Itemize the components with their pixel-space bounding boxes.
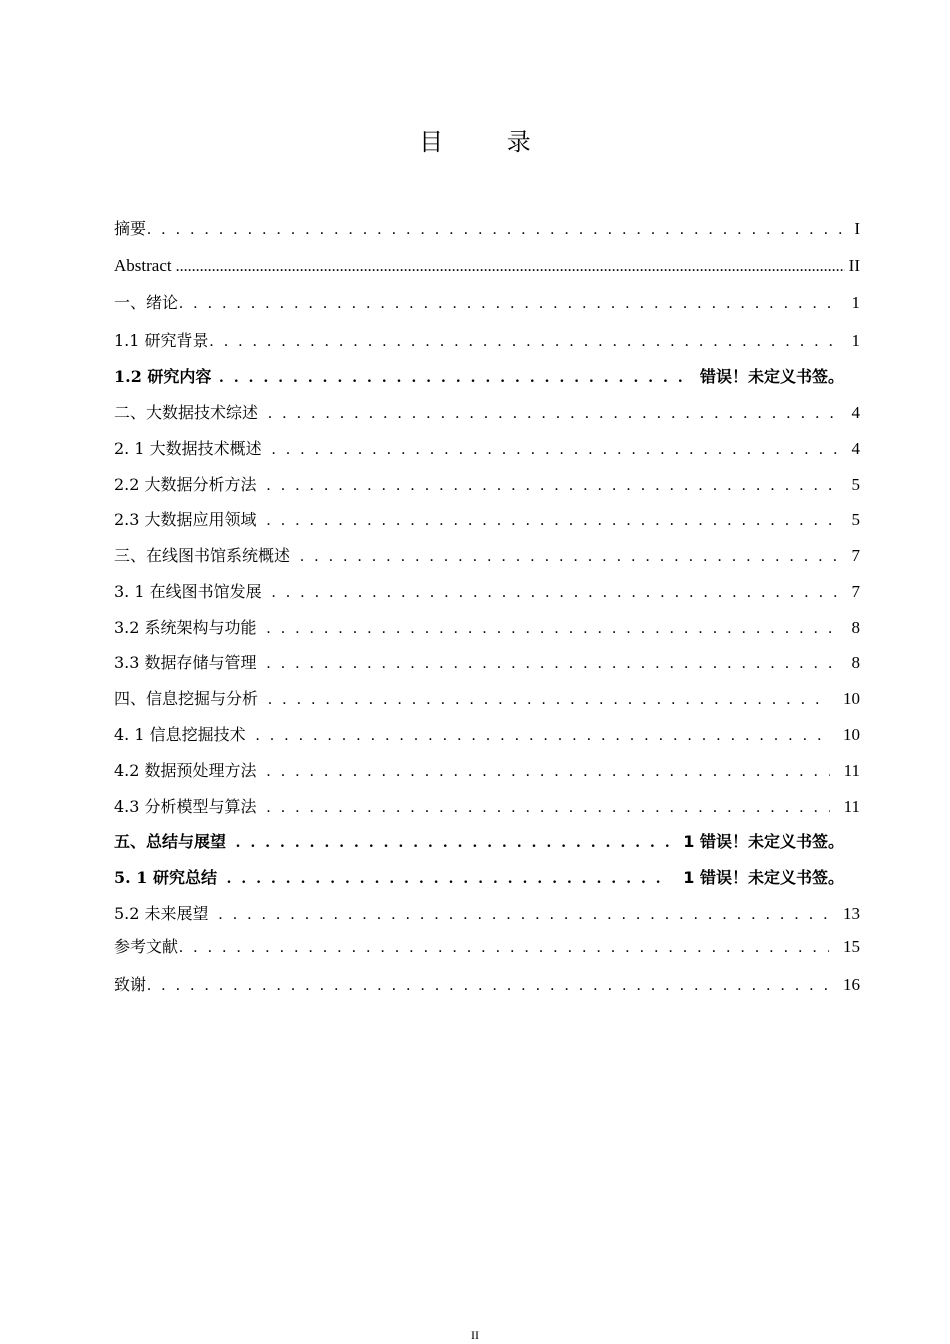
toc-entry-abstract-cn[interactable] — [114, 216, 860, 242]
toc-entry-2-1[interactable] — [114, 436, 860, 462]
toc-leader-dots — [147, 221, 850, 239]
toc-leader-dots — [236, 834, 671, 852]
toc-entry-label: 1.1 研究背景 — [114, 331, 209, 350]
toc-entry-label: 2.3 大数据应用领域 — [114, 510, 257, 529]
toc-leader-dots — [219, 906, 829, 924]
toc-entry-3-2[interactable] — [114, 615, 860, 641]
toc-leader-dots — [268, 691, 829, 709]
toc-leader-dots — [147, 977, 829, 995]
toc-entry-label: 一、绪论 — [114, 293, 179, 312]
toc-leader-dots — [267, 620, 838, 638]
toc-entry-page: 10 — [843, 725, 860, 744]
toc-entry-chapter-1[interactable] — [114, 290, 860, 316]
toc-leader-dots — [256, 727, 829, 745]
toc-entry-label: 三、在线图书馆系统概述 — [114, 546, 291, 565]
toc-entry-label: 4. 1 信息挖掘技术 — [114, 725, 246, 744]
toc-leader-dots — [267, 655, 838, 673]
toc-leader-dots — [176, 258, 845, 276]
toc-entry-page: 10 — [843, 689, 860, 708]
toc-entry-page: 13 — [843, 904, 860, 923]
toc-leader-dots — [272, 441, 838, 459]
toc-entry-label: 3.2 系统架构与功能 — [114, 618, 257, 637]
toc-entry-label: 五、总结与展望 — [114, 832, 227, 851]
toc-entry-page: 8 — [851, 653, 860, 672]
toc-entry-1-1[interactable] — [114, 328, 860, 354]
toc-entry-label: 5.2 未来展望 — [114, 904, 209, 923]
toc-leader-dots — [268, 405, 837, 423]
footer-page-number: II — [471, 1328, 479, 1342]
toc-leader-dots — [267, 763, 830, 781]
toc-leader-dots — [219, 369, 690, 387]
toc-entry-5-2[interactable] — [114, 901, 860, 927]
toc-entry-label: 摘要 — [114, 219, 147, 238]
toc-entry-page: 11 — [843, 797, 860, 816]
toc-entry-abstract-en[interactable] — [114, 256, 860, 282]
toc-entry-chapter-5[interactable] — [114, 829, 860, 855]
toc-entry-page: 15 — [843, 937, 860, 956]
toc-entry-page: 7 — [851, 546, 860, 565]
toc-entry-label: 参考文献 — [114, 937, 179, 956]
toc-entry-4-2[interactable] — [114, 758, 860, 784]
toc-entry-label: 二、大数据技术综述 — [114, 403, 259, 422]
toc-entry-chapter-3[interactable] — [114, 543, 860, 569]
toc-leader-dots — [179, 939, 829, 957]
toc-entry-label: 5. 1 研究总结 — [114, 868, 217, 887]
toc-entry-1-2[interactable] — [114, 364, 860, 390]
toc-entry-page: 16 — [843, 975, 860, 994]
toc-entry-4-3[interactable] — [114, 794, 860, 820]
toc-entry-label: 4.3 分析模型与算法 — [114, 797, 257, 816]
toc-entry-page: 1 错误！未定义书签。 — [683, 832, 844, 851]
page-title: 目 录 — [419, 128, 559, 156]
toc-entry-page: I — [854, 219, 860, 238]
toc-entry-label: 四、信息挖掘与分析 — [114, 689, 259, 708]
toc-entry-label: 2.2 大数据分析方法 — [114, 475, 257, 494]
toc-entry-4-1[interactable] — [114, 722, 860, 748]
toc-entry-label: 3.3 数据存储与管理 — [114, 653, 257, 672]
toc-entry-page: 4 — [851, 403, 860, 422]
toc-leader-dots — [300, 548, 837, 566]
toc-entry-2-2[interactable] — [114, 472, 860, 498]
toc-entry-acknowledgements[interactable] — [114, 972, 860, 998]
toc-entry-label: 2. 1 大数据技术概述 — [114, 439, 262, 458]
toc-entry-page: 错误！未定义书签。 — [699, 367, 844, 386]
toc-leader-dots — [179, 295, 837, 313]
toc-entry-label: Abstract — [114, 256, 172, 275]
toc-entry-page: 5 — [851, 475, 860, 494]
toc-entry-page: 1 — [851, 293, 860, 312]
toc-entry-page: 1 错误！未定义书签。 — [683, 868, 844, 887]
toc-entry-page: 8 — [851, 618, 860, 637]
toc-entry-page: 11 — [843, 761, 860, 780]
toc-entry-5-1[interactable] — [114, 865, 860, 891]
toc-entry-chapter-4[interactable] — [114, 686, 860, 712]
toc-entry-page: 5 — [851, 510, 860, 529]
toc-entry-page: 1 — [851, 331, 860, 350]
toc-entry-page: 7 — [851, 582, 860, 601]
toc-entry-3-3[interactable] — [114, 650, 860, 676]
toc-leader-dots — [227, 870, 671, 888]
toc-entry-label: 3. 1 在线图书馆发展 — [114, 582, 262, 601]
toc-entry-references[interactable] — [114, 934, 860, 960]
toc-leader-dots — [272, 584, 838, 602]
toc-leader-dots — [267, 799, 830, 817]
toc-leader-dots — [267, 512, 838, 530]
toc-entry-page: 4 — [851, 439, 860, 458]
toc-entry-3-1[interactable] — [114, 579, 860, 605]
toc-leader-dots — [210, 333, 838, 351]
toc-entry-2-3[interactable] — [114, 507, 860, 533]
toc-entry-label: 致谢 — [114, 975, 147, 994]
toc-entry-label: 4.2 数据预处理方法 — [114, 761, 257, 780]
toc-entry-label: 1.2 研究内容 — [114, 367, 212, 386]
toc-entry-page: II — [848, 256, 860, 275]
toc-leader-dots — [267, 477, 838, 495]
toc-entry-chapter-2[interactable] — [114, 400, 860, 426]
